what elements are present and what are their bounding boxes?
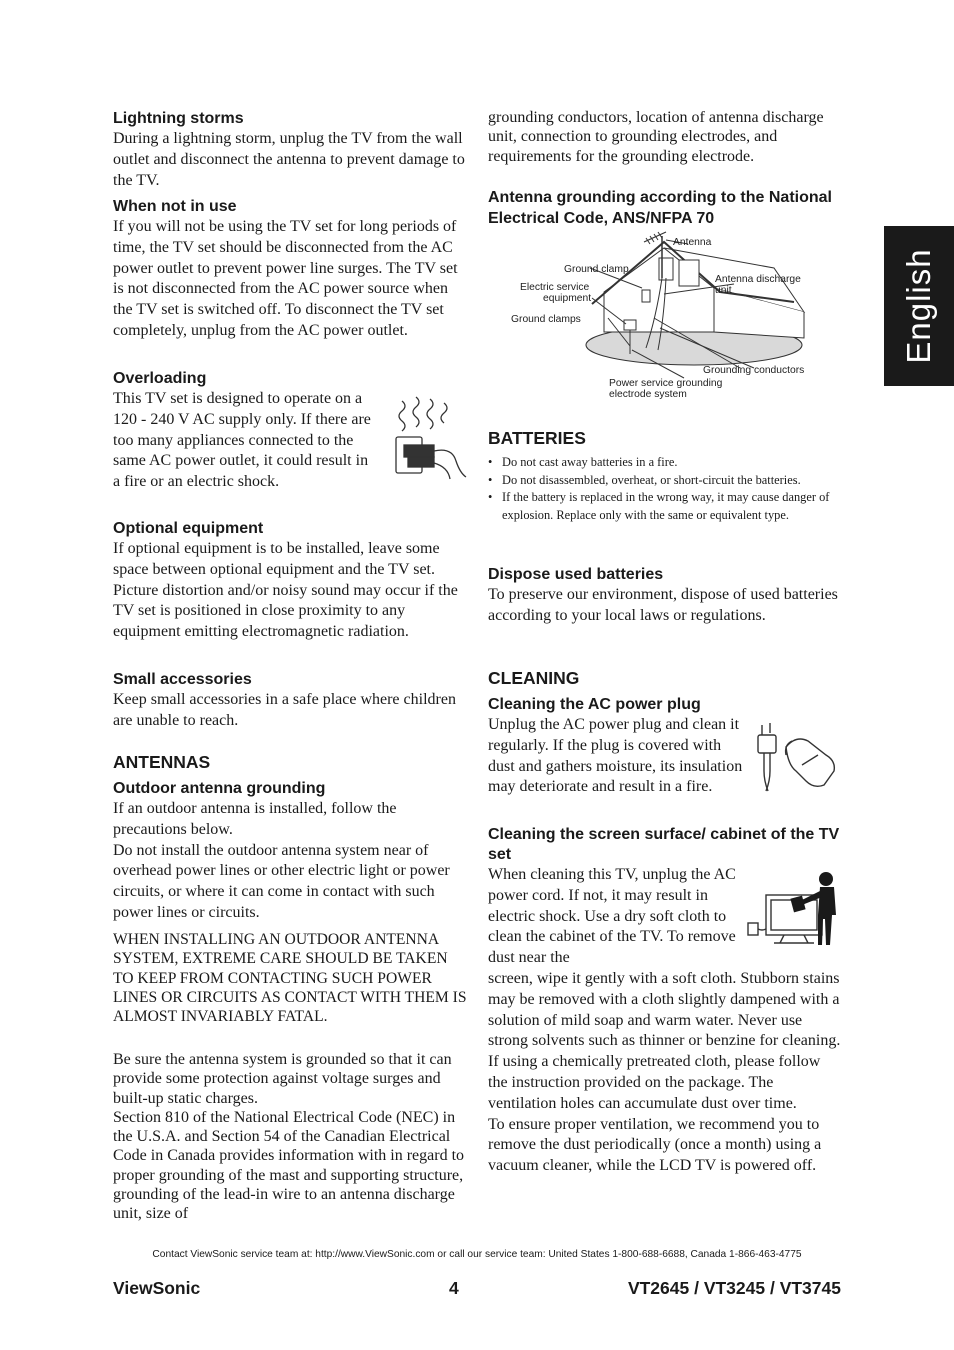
label-grounding-conductors: Grounding conductors (703, 365, 805, 376)
footer-contact-line: Contact ViewSonic service team at: http://www.ViewSonic.com or call our service team: United States 1-800-688-6688, Canada 1-866-463-4775 (152, 1249, 802, 1260)
overloading-section (113, 369, 467, 493)
plug-cleaning-icon (752, 721, 842, 793)
page-number: 4 (449, 1278, 459, 1298)
screen-heading: Cleaning the screen surface/ cabinet of the TV set (488, 826, 840, 863)
language-tab-label: English (900, 248, 937, 364)
grounded-text-2: Section 810 of the National Electrical Code (NEC) in the U.S.A. and Section 54 of the Canadian Electrical Code in Canada provides information with in regard to proper grounding of the mast and supporting structure, grounding of the lead-in wire to an antenna discharge unit, size of (113, 1108, 465, 1223)
batteries-section (488, 427, 842, 524)
label-electric-service-1: Electric service (520, 282, 590, 293)
not-in-use-section (113, 197, 467, 342)
antennas-section (113, 751, 467, 773)
overloaded-outlet-icon (388, 393, 468, 485)
optional-section (113, 519, 467, 643)
label-power-service-1: Power service grounding (609, 378, 723, 389)
nec-section (488, 187, 842, 229)
list-item: • If the battery is replaced in the wrong way, it may cause danger of explosion. Replace only with the same or equivalent type. (488, 489, 842, 524)
antennas-heading: ANTENNAS (113, 752, 211, 772)
batteries-heading: BATTERIES (488, 428, 586, 448)
screen-text-1a: When cleaning this TV, unplug the AC power cord. If not, it may result in electric shock. Use a dry soft cloth to clean the cabinet of the TV. To remove dust near the (488, 866, 736, 967)
grounded-text-1: Be sure the antenna system is grounded so that it can provide some protection against voltage surges and built-up static charges. (113, 1051, 452, 1107)
lightning-section (113, 109, 467, 191)
outdoor-text-1: If an outdoor antenna is installed, follow the precautions below. (113, 800, 397, 838)
optional-text: If optional equipment is to be installed, leave some space between optional equipment and the TV set. Picture distortion and/or noisy sound may occur if the TV set is positioned in close proximity to any equipment emitting electromagnetic radiation. (113, 540, 458, 641)
small-accessories-text: Keep small accessories in a safe place where children are unable to reach. (113, 691, 456, 729)
not-in-use-heading: When not in use (113, 198, 237, 215)
antenna-grounding-diagram (504, 228, 844, 406)
cleaning-section (488, 667, 842, 689)
small-accessories-section (113, 670, 467, 732)
label-power-service-2: electrode system (609, 389, 687, 400)
grounded-section (113, 1050, 467, 1224)
overloading-heading: Overloading (113, 370, 207, 387)
label-discharge-1: Antenna discharge (715, 274, 801, 285)
cleaning-heading: CLEANING (488, 668, 580, 688)
label-ground-clamps: Ground clamps (511, 314, 581, 325)
plug-text: Unplug the AC power plug and clean it regularly. If the plug is covered with dust and gathers moisture, its insulation may deteriorate and result in a fire. (488, 716, 743, 796)
outdoor-text-2: Do not install the outdoor antenna system near of overhead power lines or other electric light or power circuits, or where it can come in contact with such power lines or circuits. (113, 841, 450, 921)
nec-heading: Antenna grounding according to the National Electrical Code, ANS/NFPA 70 (488, 189, 832, 227)
continued-section (488, 108, 842, 166)
label-discharge-2: unit (715, 285, 732, 296)
label-antenna: Antenna (673, 237, 712, 248)
small-accessories-heading: Small accessories (113, 671, 252, 688)
continued-text: grounding conductors, location of antenna discharge unit, connection to grounding electrodes, and requirements for the grounding electrode. (488, 109, 824, 165)
screen-section (488, 825, 842, 1177)
tv-cleaning-icon (744, 871, 844, 947)
plug-heading: Cleaning the AC power plug (488, 696, 701, 713)
label-ground-clamp: Ground clamp (564, 264, 629, 275)
lightning-heading: Lightning storms (113, 110, 244, 127)
not-in-use-text: If you will not be using the TV set for long periods of time, the TV set should be disconnected from the AC power outlet to prevent power line surges. The TV set is not disconnected from the AC power source when the TV set is switched off. To disconnect the TV set completely, unplug from the AC power outlet. (113, 218, 458, 339)
footer-models: VT2645 / VT3245 / VT3745 (627, 1278, 841, 1298)
batteries-list (488, 454, 842, 524)
dispose-section (488, 565, 842, 627)
label-electric-service-2: equipment (543, 293, 592, 304)
optional-heading: Optional equipment (113, 520, 264, 537)
list-item: • Do not disassembled, overheat, or short-circuit the batteries. (488, 472, 842, 490)
list-item: • Do not cast away batteries in a fire. (488, 454, 842, 472)
outdoor-heading: Outdoor antenna grounding (113, 780, 326, 797)
language-tab (884, 226, 954, 386)
lightning-text: During a lightning storm, unplug the TV from the wall outlet and disconnect the antenna to prevent damage to the TV. (113, 130, 465, 189)
screen-text-2: To ensure proper ventilation, we recommend you to remove the dust periodically (once a month) using a vacuum cleaner, while the LCD TV is powered off. (488, 1115, 822, 1175)
plug-section (488, 695, 842, 798)
warning-caps-text: WHEN INSTALLING AN OUTDOOR ANTENNA SYSTEM, EXTREME CARE SHOULD BE TAKEN TO KEEP FROM CONTACTING SUCH POWER LINES OR CIRCUITS AS CONTACT WITH THEM IS ALMOST INVARIABLY FATAL. (113, 931, 467, 1026)
overloading-text: This TV set is designed to operate on a 120 - 240 V AC supply only. If there are too many appliances connected to the same AC power outlet, it could result in a fire or an electric shock. (113, 390, 371, 491)
dispose-text: To preserve our environment, dispose of used batteries according to your local laws or regulations. (488, 586, 838, 624)
outdoor-section (113, 779, 467, 924)
screen-text-1b: screen, wipe it gently with a soft cloth. Stubborn stains may be removed with a cloth slightly dampened with a solution of mild soap and warm water. Never use strong solvents such as thinner or benzine for cleaning. If using a chemically pretreated cloth, please follow the instruction provided on the package. The ventilation holes can accumulate dust over time. (488, 969, 841, 1112)
dispose-heading: Dispose used batteries (488, 566, 664, 583)
footer-brand: ViewSonic (113, 1278, 201, 1298)
warning-section (113, 930, 467, 1026)
